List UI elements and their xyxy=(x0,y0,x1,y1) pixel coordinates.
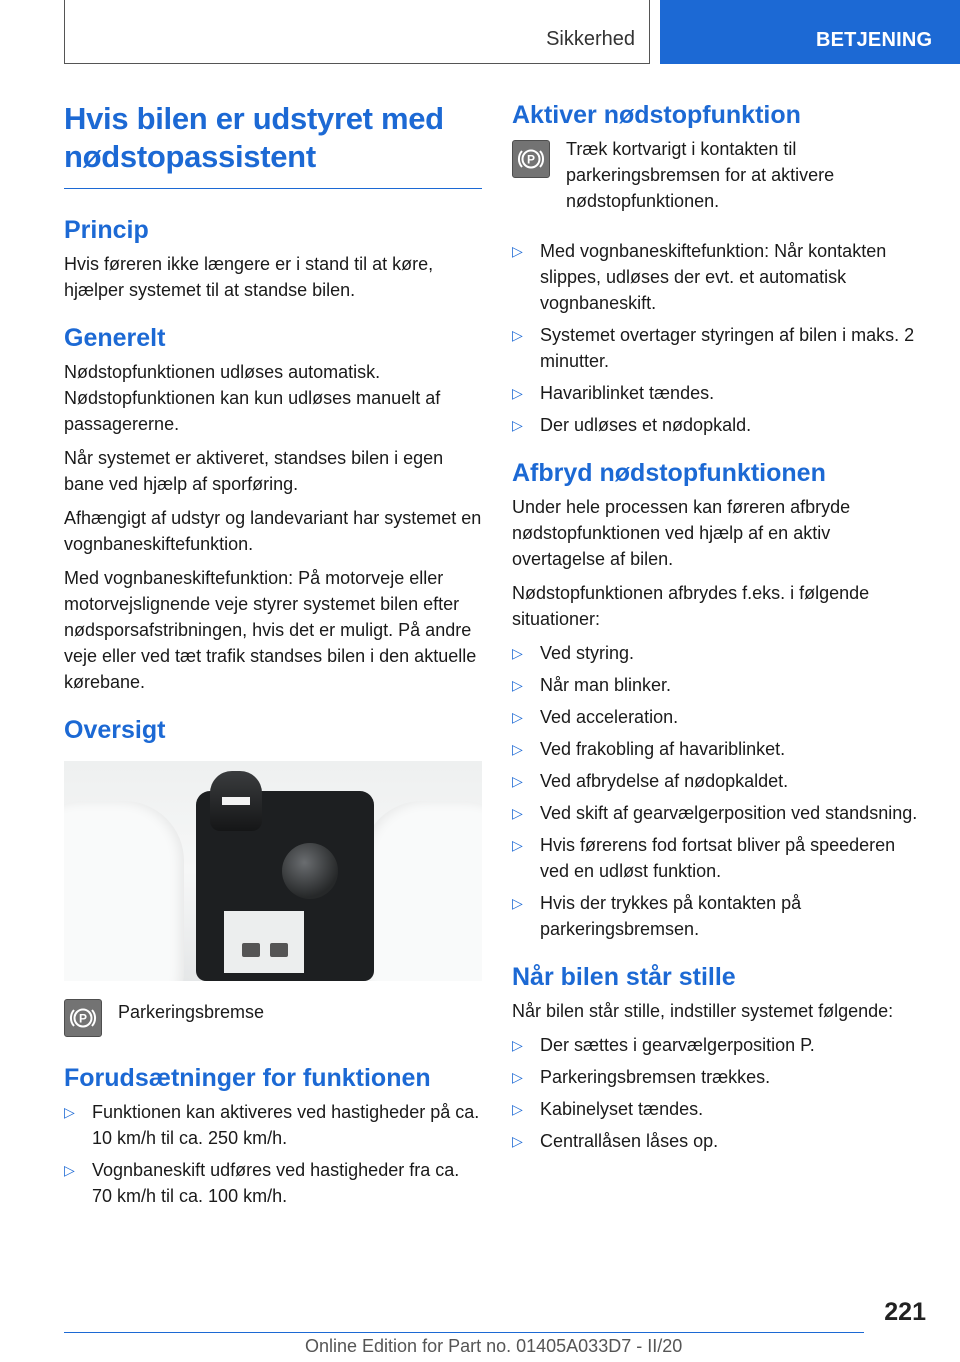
header-section-box xyxy=(64,0,650,64)
bullet-triangle-icon: ▷ xyxy=(512,1133,523,1149)
stille-text: Når bilen står stille, indstiller systemet følgende: xyxy=(512,1001,894,1021)
bullet-triangle-icon: ▷ xyxy=(512,709,523,725)
header-section-title: Sikkerhed xyxy=(546,28,635,50)
afbryd-paragraph: Under hele processen kan føreren afbryde nødstopfunktionen ved hjælp af en aktiv overtagelse af bilen. xyxy=(512,497,851,569)
bullet-triangle-icon: ▷ xyxy=(512,1069,523,1085)
list-item: ▷ Der sættes i gearvælgerposition P. xyxy=(512,1032,926,1058)
heading-aktiver: Aktiver nødstopfunktion xyxy=(512,101,801,129)
auto-hold-switch xyxy=(270,943,288,957)
generelt-paragraph: Med vognbaneskiftefunktion: På motorveje eller motorvejslignende veje styrer systemet bilen efter nødsporsafstribningen, hvis det er muligt. På andre veje eller ved tæt trafik standses bilen i den aktuelle kørebane. xyxy=(64,568,477,692)
page-number: 221 xyxy=(884,1298,926,1326)
parking-brake-icon xyxy=(64,999,102,1037)
center-console-photo xyxy=(64,761,482,981)
bullet-triangle-icon: ▷ xyxy=(512,895,523,911)
afbryd-paragraph: Nødstopfunktionen afbrydes f.eks. i følgende situationer: xyxy=(512,583,870,629)
bullet-triangle-icon: ▷ xyxy=(64,1104,75,1120)
list-item: ▷ Ved afbrydelse af nødopkaldet. xyxy=(512,768,926,794)
svg-text:P: P xyxy=(526,152,536,167)
bullet-triangle-icon: ▷ xyxy=(512,773,523,789)
heading-princip: Princip xyxy=(64,216,149,244)
seat-left xyxy=(64,801,184,981)
list-item: ▷ Ved skift af gearvælgerposition ved standsning. xyxy=(512,800,926,826)
bullet-triangle-icon: ▷ xyxy=(512,243,523,259)
heading-oversigt: Oversigt xyxy=(64,716,166,744)
section-stille xyxy=(512,962,926,1154)
afbryd-list xyxy=(512,640,926,942)
forudsaetninger-list xyxy=(64,1099,482,1209)
header-chapter-tab: BETJENING xyxy=(660,0,960,64)
bullet-triangle-icon: ▷ xyxy=(512,417,523,433)
parking-brake-caption: Parkeringsbremse xyxy=(118,1002,265,1022)
footer-rule xyxy=(64,1332,864,1333)
list-item: ▷ Kabinelyset tændes. xyxy=(512,1096,926,1122)
heading-generelt: Generelt xyxy=(64,324,166,352)
bullet-triangle-icon: ▷ xyxy=(512,327,523,343)
generelt-paragraph: Når systemet er aktiveret, standses bilen i egen bane ved hjælp af sporføring. xyxy=(64,448,444,494)
section-forudsaetninger xyxy=(64,1063,482,1209)
list-item: ▷ Hvis førerens fod fortsat bliver på speederen ved en udløst funktion. xyxy=(512,832,926,884)
list-item: ▷ Ved styring. xyxy=(512,640,926,666)
list-item: ▷ Når man blinker. xyxy=(512,672,926,698)
generelt-paragraph: Afhængigt af udstyr og landevariant har systemet en vognbaneskiftefunktion. xyxy=(64,508,482,554)
bullet-triangle-icon: ▷ xyxy=(512,1037,523,1053)
section-princip xyxy=(64,215,482,303)
list-item: ▷ Ved acceleration. xyxy=(512,704,926,730)
bullet-triangle-icon: ▷ xyxy=(512,837,523,853)
footer-edition: Online Edition for Part no. 01405A033D7 - II/20 xyxy=(305,1336,683,1356)
heading-afbryd: Afbryd nødstopfunktionen xyxy=(512,459,826,487)
m-badge xyxy=(222,797,250,805)
bullet-triangle-icon: ▷ xyxy=(512,805,523,821)
aktiver-icon-row xyxy=(512,140,926,222)
list-item: ▷ Funktionen kan aktiveres ved hastigheder på ca. 10 km/h til ca. 250 km/h. xyxy=(64,1099,482,1151)
right-column xyxy=(512,100,926,1174)
heading-forudsaetninger: Forudsætninger for funktionen xyxy=(64,1064,431,1092)
section-oversigt xyxy=(64,715,482,1037)
list-item: ▷ Parkeringsbremsen trækkes. xyxy=(512,1064,926,1090)
svg-text:P: P xyxy=(78,1011,88,1026)
bullet-triangle-icon: ▷ xyxy=(512,385,523,401)
list-item: ▷ Ved frakobling af havariblinket. xyxy=(512,736,926,762)
console-cupholder xyxy=(224,911,304,973)
princip-text: Hvis føreren ikke længere er i stand til at køre, hjælper systemet til at standse bilen. xyxy=(64,254,434,300)
seat-right xyxy=(362,801,482,981)
heading-stille: Når bilen står stille xyxy=(512,963,736,991)
bullet-triangle-icon: ▷ xyxy=(64,1162,75,1178)
list-item: ▷ Der udløses et nødopkald. xyxy=(512,412,926,438)
aktiver-list xyxy=(512,238,926,438)
parking-brake-icon xyxy=(512,140,550,178)
idrive-controller xyxy=(282,843,338,899)
list-item: ▷ Hvis der trykkes på kontakten på parkeringsbremsen. xyxy=(512,890,926,942)
section-afbryd xyxy=(512,458,926,942)
bullet-triangle-icon: ▷ xyxy=(512,677,523,693)
generelt-paragraph: Nødstopfunktionen udløses automatisk. Nødstopfunktionen kan kun udløses manuelt af passagererne. xyxy=(64,362,441,434)
section-generelt xyxy=(64,323,482,695)
page-title: Hvis bilen er udstyret med nødstopassistent xyxy=(64,100,482,189)
parking-brake-switch xyxy=(242,943,260,957)
list-item: ▷ Centrallåsen låses op. xyxy=(512,1128,926,1154)
left-column xyxy=(64,100,482,1229)
stille-list xyxy=(512,1032,926,1154)
aktiver-instruction: Træk kortvarigt i kontakten til parkeringsbremsen for at aktivere nødstopfunktionen. xyxy=(566,139,835,211)
bullet-triangle-icon: ▷ xyxy=(512,645,523,661)
section-aktiver xyxy=(512,100,926,438)
list-item: ▷ Havariblinket tændes. xyxy=(512,380,926,406)
page-header xyxy=(0,0,960,66)
bullet-triangle-icon: ▷ xyxy=(512,1101,523,1117)
bullet-triangle-icon: ▷ xyxy=(512,741,523,757)
list-item: ▷ Vognbaneskift udføres ved hastigheder fra ca. 70 km/h til ca. 100 km/h. xyxy=(64,1157,482,1209)
list-item: ▷ Med vognbaneskiftefunktion: Når kontakten slippes, udløses der evt. et automatisk vognbaneskift. xyxy=(512,238,926,316)
parking-brake-legend xyxy=(64,999,482,1037)
list-item: ▷ Systemet overtager styringen af bilen i maks. 2 minutter. xyxy=(512,322,926,374)
